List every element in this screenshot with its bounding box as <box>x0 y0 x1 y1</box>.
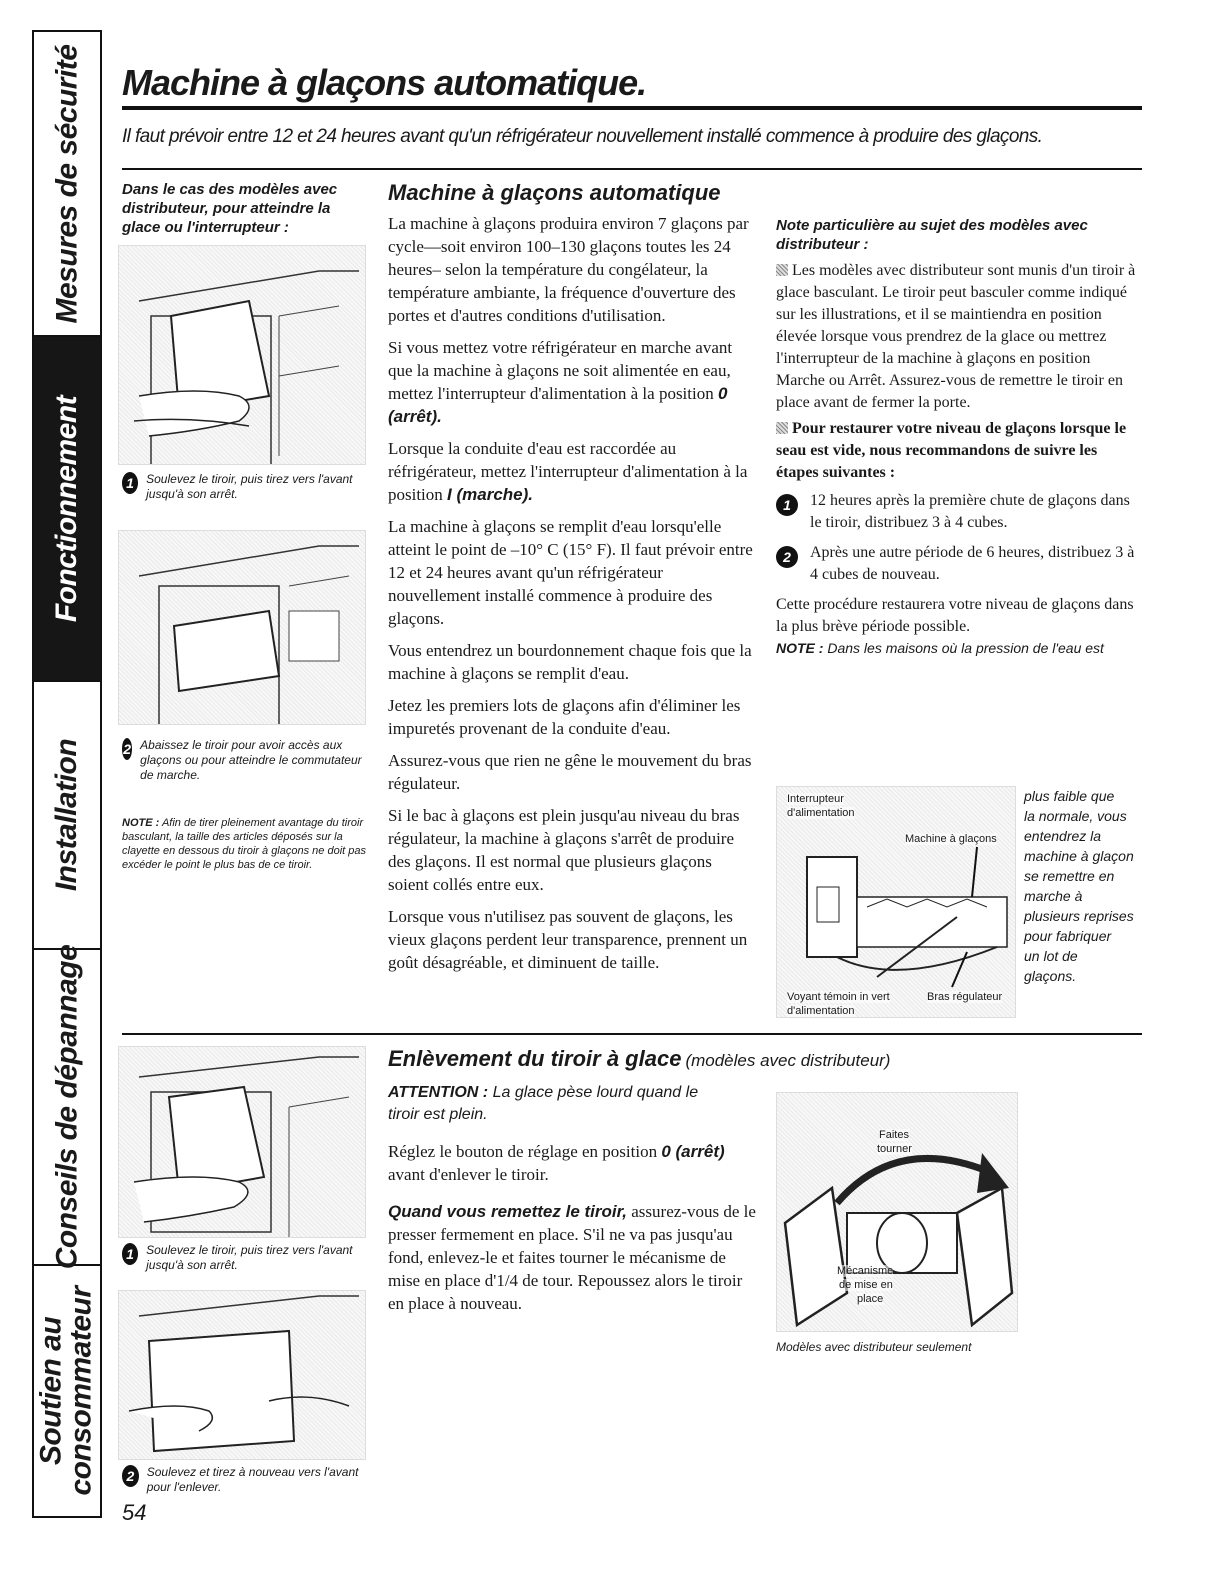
remove-step-2-caption: 2 Soulevez et tirez à nouveau vers l'avant pour l'enlever. <box>122 1465 367 1495</box>
section-divider <box>122 1033 1142 1035</box>
ice-maker-drawing <box>777 787 1016 1018</box>
page-number: 54 <box>122 1500 147 1525</box>
tab-fonctionnement[interactable]: Fonctionnement <box>34 337 100 682</box>
bottom-text-column: Enlèvement du tiroir à glace (modèles avec distributeur) ATTENTION : La glace pèse lourd quand le tiroir est plein. Réglez le bouton de réglage en position 0 (arrêt) avant d'enlever le tiroir. Quand vous remettez le tiroir, assurez-vous de le presser fermement en place. S'il ne va pas jusqu'au fond, enlevez-le et faites tourner le mécanisme de mise en place d'1/4 de tour. Repoussez alors le tiroir en place à nouveau. <box>388 1046 891 1313</box>
right-note-side: plus faible que la normale, vous entendrez la machine à glaçon se remettre en marche à plusieurs reprises pour fabriquer un lot de glaçons. <box>1024 788 1134 984</box>
mechanism-illustration: Faites tourner Mécanisme de mise en place <box>776 1092 1018 1332</box>
drawer-remove-drawing <box>119 1291 366 1460</box>
step-2-caption: 2 Abaissez le tiroir pour avoir accès aux glaçons ou pour atteindre le commutateur de marche. <box>123 738 362 782</box>
section-tabs <box>32 30 102 1518</box>
drawer-lowered-drawing <box>119 531 366 725</box>
middle-column: Machine à glaçons automatique La machine à glaçons produira environ 7 glaçons par cycle—soit environ 100–130 glaçons toutes les 24 heures– selon la température du congélateur, la température ambiante, la fréquence d'ouverture des portes et d'autres conditions d'utilisation. Si vous mettez votre réfrigérateur en marche avant que la machine à glaçons ne soit alimentée en eau, mettez l'interrupteur d'alimentation à la position 0 (arrêt). Lorsque la conduite d'eau est raccordée au réfrigérateur, mettez l'interrupteur d'alimentation à la position I (marche). La machine à glaçons se remplit d'eau lorsqu'elle atteint le point de –10° C (15° F). Il faut prévoir entre 12 et 24 heures avant qu'un réfrigérateur nouvellement installé commence à produire des glaçons. Vous entendrez un bourdonnement chaque fois que la machine à glaçons se remplit d'eau. Jetez les premiers lots de glaçons afin d'éliminer les impuretés provenant de la conduite d'eau. Assurez-vous que rien ne gêne le mouvement du bras régulateur. Si le bac à glaçons est plein jusqu'au niveau du bras régulateur, la machine à glaçons s'arrêt de produire des glaçons. Il est normal que plusieurs glaçons soient collés entre eux. Lorsque vous n'utilisez pas souvent de glaçons, les vieux glaçons perdent leur transparence, prennent un goût désagréable, et diminuent de taille. <box>388 180 756 983</box>
bullet-icon <box>776 422 788 434</box>
header-divider <box>122 168 1142 170</box>
illustration-tilt-drawer-1 <box>118 245 366 465</box>
right-column: Note particulière au sujet des modèles avec distributeur : Les modèles avec distributeur sont munis d'un tiroir à glace basculant. Le tiroir peut basculer comme indiqué sur les illustrations, et il se maintiendra en position élevée lorsque vous prendrez de la glace ou mettrez l'interrupteur de la machine à glaçons en position Marche ou Arrêt. Assurez-vous de remettre le tiroir en place avant de fermer la porte. Pour restaurer votre niveau de glaçons lorsque le seau est vide, nous recommandons de suivre les étapes suivantes : 1 12 heures après la première chute de glaçons dans le tiroir, distribuez 3 à 4 cubes. 2 Après une autre période de 6 heures, distribuez 3 à 4 cubes de nouveau. Cette procédure restaurera votre niveau de glaçons dans la plus brève période possible. NOTE : Dans les maisons où la pression de l'eau est <box>776 216 1140 656</box>
illustration-tilt-drawer-2 <box>118 530 366 725</box>
attention-warning: ATTENTION : La glace pèse lourd quand le tiroir est plein. <box>388 1084 699 1123</box>
drawer-lift-drawing <box>119 246 366 465</box>
mechanism-caption: Modèles avec distributeur seulement <box>776 1340 972 1354</box>
tab-soutien-au-consommateur[interactable]: Soutien au consommateur <box>35 1286 98 1496</box>
tab-installation[interactable]: Installation <box>34 682 100 950</box>
drawer-pull-drawing <box>119 1047 366 1238</box>
page-subtitle: Il faut prévoir entre 12 et 24 heures avant qu'un réfrigérateur nouvellement installé commence à produire des glaçons. <box>122 126 1043 147</box>
illustration-remove-drawer-2 <box>118 1290 366 1460</box>
tab-mesures-de-securite[interactable]: Mesures de sécurité <box>34 32 100 337</box>
step-number: 2 <box>122 1465 139 1487</box>
step-1-caption: 1 Soulevez le tiroir, puis tirez vers l'avant jusqu'à son arrêt. <box>122 472 367 502</box>
dispenser-note-heading: Note particulière au sujet des modèles avec distributeur : <box>776 217 1088 253</box>
title-rule <box>122 106 1142 110</box>
right-note-first-line: NOTE : Dans les maisons où la pression de l'eau est <box>776 640 1104 656</box>
restore-step-2: 2 Après une autre période de 6 heures, distribuez 3 à 4 cubes de nouveau. <box>776 542 1140 586</box>
left-note: NOTE : Afin de tirer pleinement avantage du tiroir basculant, la taille des articles déposés sur la clayette en dessous du tiroir à glaçons ne doit pas excéder le point le plus bas de ce tiroir. <box>122 817 366 871</box>
left-heading: Dans le cas des modèles avec distributeur, pour atteindre la glace ou l'interrupteur : <box>122 181 338 236</box>
ice-maker-heading: Machine à glaçons automatique <box>388 180 721 205</box>
step-number: 2 <box>122 738 132 760</box>
page-title: Machine à glaçons automatique. <box>122 62 647 103</box>
step-number: 1 <box>776 494 798 516</box>
illustration-remove-drawer-1 <box>118 1046 366 1238</box>
restore-step-1: 1 12 heures après la première chute de glaçons dans le tiroir, distribuez 3 à 4 cubes. <box>776 490 1140 534</box>
left-column <box>122 180 370 237</box>
step-number: 1 <box>122 1243 138 1265</box>
remove-step-1-caption: 1 Soulevez le tiroir, puis tirez vers l'avant jusqu'à son arrêt. <box>122 1243 367 1273</box>
step-number: 2 <box>776 546 798 568</box>
step-number: 1 <box>122 472 138 494</box>
ice-maker-illustration: Interrupteur d'alimentation Machine à glaçons Voyant témoin in vert d'alimentation Bras régulateur <box>776 786 1016 1018</box>
drawer-removal-heading: Enlèvement du tiroir à glace (modèles avec distributeur) <box>388 1046 891 1071</box>
tab-conseils-de-depannage[interactable]: Conseils de dépannage <box>34 950 100 1266</box>
bullet-icon <box>776 264 788 276</box>
